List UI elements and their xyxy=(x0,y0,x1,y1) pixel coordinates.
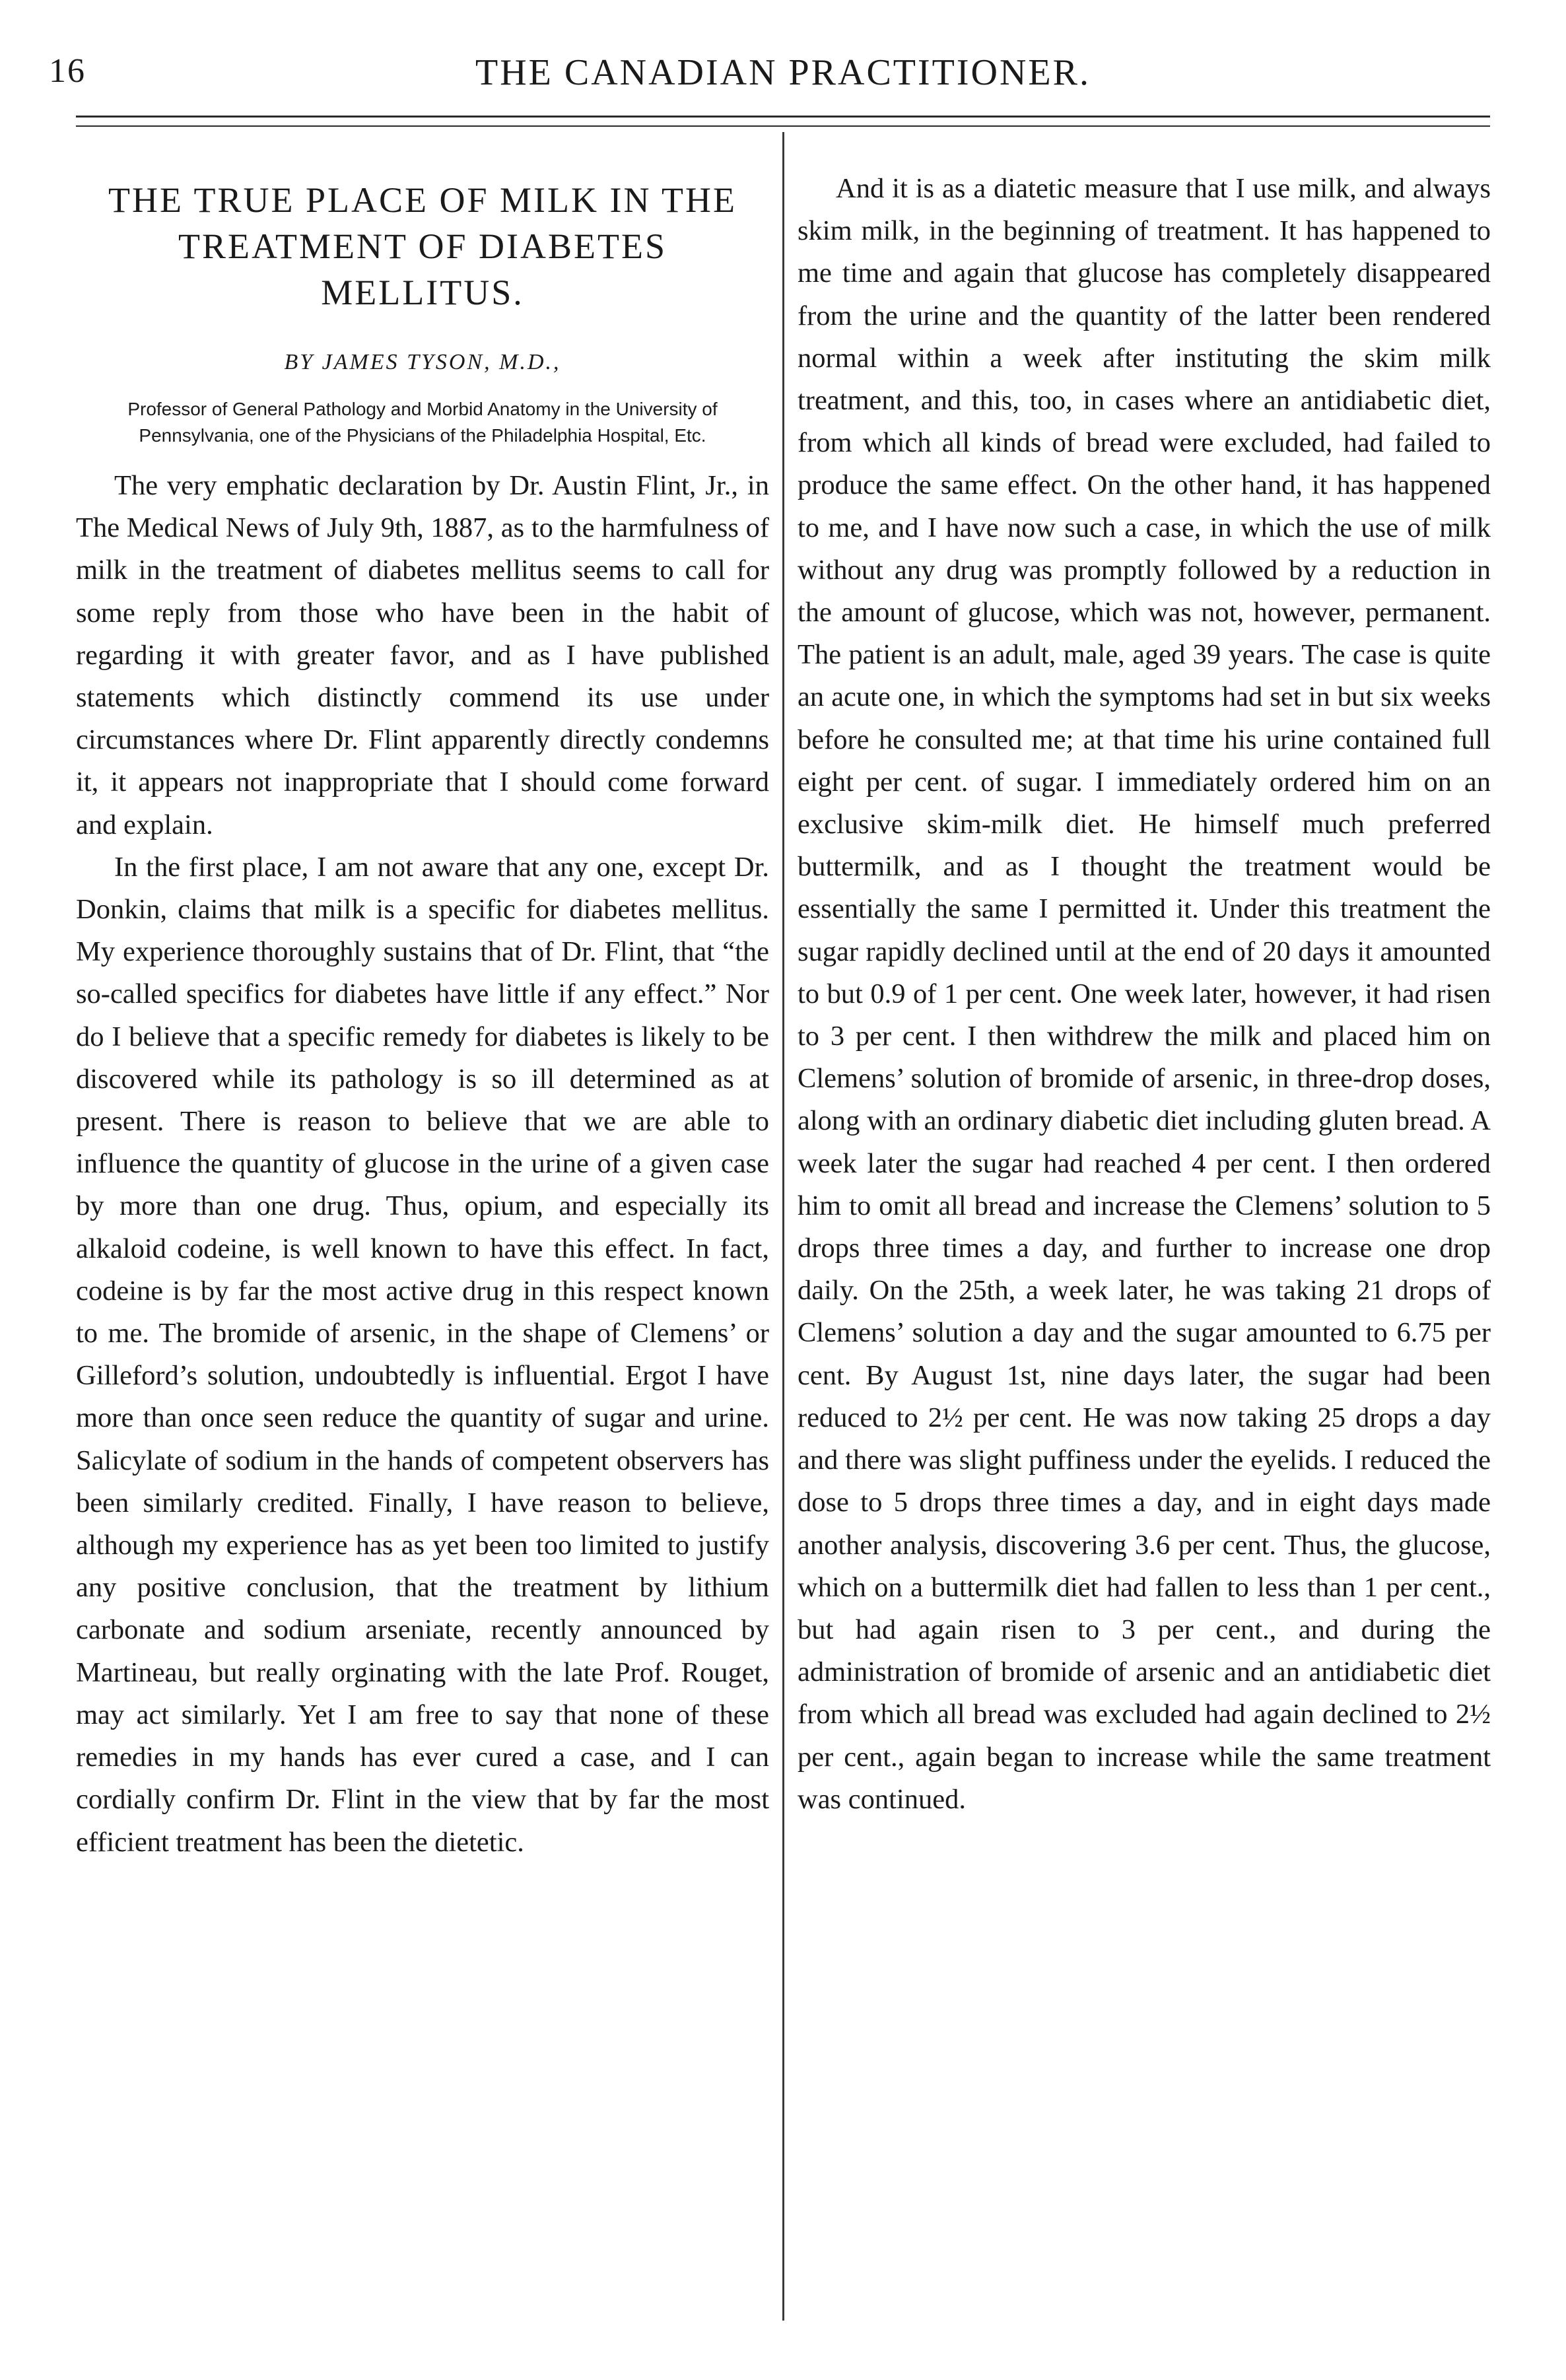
column-divider xyxy=(782,132,784,2321)
paragraph-1: The very emphatic declaration by Dr. Austin Flint, Jr., in The Medical News of July 9th, 1887, as to the harmfulness of milk in the treatment of diabetes mellitus seems to call for some reply from those who have been in the habit of regarding it with greater favor, and as I have published statements which distinctly commend its use under circumstances where Dr. Flint apparently directly condemns it, it appears not inappropriate that I should come forward and explain. xyxy=(76,470,769,840)
left-column xyxy=(76,132,769,1864)
running-head: THE CANADIAN PRACTITIONER. xyxy=(475,52,1091,93)
paragraph-2: In the first place, I am not aware that any one, except Dr. Donkin, claims that milk is a specific for diabetes mellitus. My experience thoroughly sustains that of Dr. Flint, that “the so-called specifics for diabetes have little if any effect.” Nor do I believe that a specific remedy for diabetes is likely to be discovered while its pathology is so ill determined as at present. There is reason to believe that we are able to influence the quantity of glucose in the urine of a given case by more than one drug. Thus, opium, and especially its alkaloid codeine, is well known to have this effect. In fact, codeine is by far the most active drug in this respect known to me. The bromide of arsenic, in the shape of Clemens’ or Gilleford’s solution, undoubtedly is influential. Ergot I have more than once seen reduce the quantity of sugar and urine. Salicylate of sodium in the hands of competent observers has been similarly credited. Finally, I have reason to believe, although my experience has as yet been too limited to justify any positive conclusion, that the treatment by lithium carbonate and sodium arseniate, recently announced by Martineau, but really orginating with the late Prof. Rouget, may act similarly. Yet I am free to say that none of these remedies in my hands has ever cured a case, and I can cordially confirm Dr. Flint in the view that by far the most efficient treatment has been the dietetic. xyxy=(76,851,769,1858)
header-rule xyxy=(76,116,1490,118)
article-title: THE TRUE PLACE OF MILK IN THE TREATMENT OF DIABETES MELLITUS. xyxy=(108,180,737,312)
page-number: 16 xyxy=(49,52,86,90)
page-header xyxy=(46,51,1520,104)
byline: BY JAMES TYSON, M.D., xyxy=(284,350,561,374)
paragraph-3: And it is as a diatetic measure that I use milk, and always skim milk, in the beginning of treatment. It has happened to me time and again that glucose has completely disappeared from the urine and the quantity of the latter been rendered normal within a week after instituting the skim milk treatment, and this, too, in cases where an antidiabetic diet, from which all kinds of bread were excluded, had failed to produce the same effect. On the other hand, it has happened to me, and I have now such a case, in which the use of milk without any drug was promptly followed by a reduction in the amount of glucose, which was not, however, permanent. The patient is an adult, male, aged 39 years. The case is quite an acute one, in which the symptoms had set in but six weeks before he consulted me; at that time his urine contained full eight per cent. of sugar. I immediately ordered him on an exclusive skim-milk diet. He himself much preferred buttermilk, and as I thought the treatment would be essentially the same I permitted it. Under this treatment the sugar rapidly declined until at the end of 20 days it amounted to but 0.9 of 1 per cent. One week later, however, it had risen to 3 per cent. I then withdrew the milk and placed him on Clemens’ solution of bromide of arsenic, in three-drop doses, along with an ordinary diabetic diet including gluten bread. A week later the sugar had reached 4 per cent. I then ordered him to omit all bread and increase the Clemens’ solution to 5 drops three times a day, and further to increase one drop daily. On the 25th, a week later, he was taking 21 drops of Clemens’ solution a day and the sugar amounted to 6.75 per cent. By August 1st, nine days later, the sugar had been reduced to 2½ per cent. He was now taking 25 drops a day and there was slight puffiness under the eyelids. I reduced the dose to 5 drops three times a day, and in eight days made another analysis, discovering 3.6 per cent. Thus, the glucose, which on a buttermilk diet had fallen to less than 1 per cent., but had again risen to 3 per cent., and during the administration of bromide of arsenic and an antidiabetic diet from which all bread was excluded had again declined to 2½ per cent., again began to increase while the same treatment was continued. xyxy=(798,173,1491,1815)
author-affiliation: Professor of General Pathology and Morbid Anatomy in the University of Pennsylvania, one of the Physicians of the Philadelphia Hospital, Etc. xyxy=(127,399,718,446)
right-column xyxy=(798,132,1491,1821)
header-rule-thin xyxy=(76,125,1490,127)
